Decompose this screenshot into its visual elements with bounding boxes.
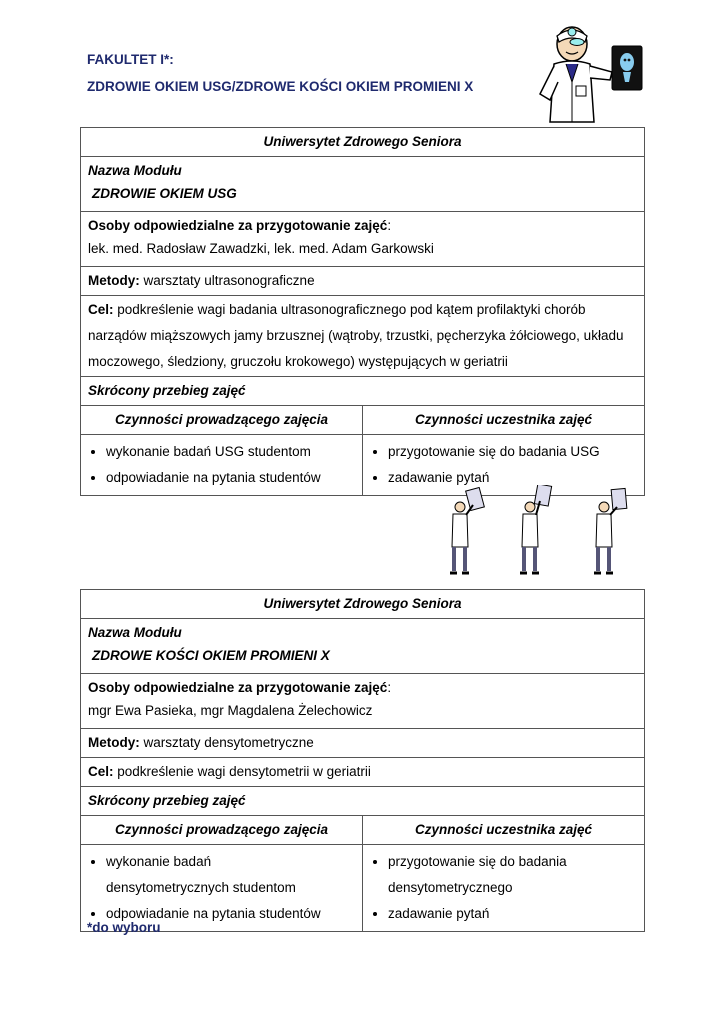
methods-value: warsztaty ultrasonograficzne bbox=[139, 273, 315, 288]
module-name-label: Nazwa Modułu bbox=[88, 625, 182, 640]
module-name-cell bbox=[81, 157, 645, 212]
goal-label: Cel: bbox=[88, 764, 114, 779]
list-item: • zadawanie pytań bbox=[388, 465, 637, 491]
goal-value: podkreślenie wagi badania ultrasonograficznego pod kątem profilaktyki chorób narządów miąższowych jamy brzusznej (wątroby, trzustki, pęcherzyka żółciowego, układu moczowego, śledziony, gruczołu krokowego) występujących w geriatrii bbox=[88, 302, 624, 369]
methods-cell bbox=[81, 267, 645, 296]
list-item: • odpowiadanie na pytania studentów bbox=[106, 465, 355, 491]
module-name-label: Nazwa Modułu bbox=[88, 163, 182, 178]
responsible-label: Osoby odpowiedzialne za przygotowanie zajęć bbox=[88, 680, 388, 695]
list-item: • wykonanie badań densytometrycznych studentom bbox=[106, 849, 355, 901]
module-table-usg bbox=[80, 127, 645, 496]
responsible-suffix: : bbox=[387, 218, 392, 233]
responsible-value: lek. med. Radosław Zawadzki, lek. med. Adam Garkowski bbox=[88, 241, 434, 256]
col-right-header: Czynności uczestnika zajęć bbox=[363, 816, 645, 845]
module-name-cell bbox=[81, 619, 645, 674]
module-name-value: ZDROWIE OKIEM USG bbox=[92, 186, 237, 201]
university-title: Uniwersytet Zdrowego Seniora bbox=[81, 590, 645, 619]
methods-value: warsztaty densytometryczne bbox=[139, 735, 314, 750]
list-item: • przygotowanie się do badania densytometrycznego bbox=[388, 849, 637, 901]
methods-label: Metody: bbox=[88, 273, 140, 288]
list-item: • zadawanie pytań bbox=[388, 901, 637, 927]
right-activities bbox=[363, 845, 645, 932]
list-item: • odpowiadanie na pytania studentów bbox=[106, 901, 355, 927]
col-left-header: Czynności prowadzącego zajęcia bbox=[81, 406, 363, 435]
goal-label: Cel: bbox=[88, 302, 114, 317]
responsible-label: Osoby odpowiedzialne za przygotowanie zajęć bbox=[88, 218, 388, 233]
doctor-xray-illustration bbox=[528, 22, 646, 130]
module-name-value: ZDROWE KOŚCI OKIEM PROMIENI X bbox=[92, 648, 330, 663]
methods-label: Metody: bbox=[88, 735, 140, 750]
col-right-header: Czynności uczestnika zajęć bbox=[363, 406, 645, 435]
responsible-suffix: : bbox=[387, 680, 392, 695]
summary-label: Skrócony przebieg zajęć bbox=[81, 377, 645, 406]
university-title: Uniwersytet Zdrowego Seniora bbox=[81, 128, 645, 157]
responsible-value: mgr Ewa Pasieka, mgr Magdalena Żelechowicz bbox=[88, 703, 373, 718]
goal-value: podkreślenie wagi densytometrii w geriatrii bbox=[113, 764, 371, 779]
responsible-cell bbox=[81, 212, 645, 267]
module-table-xray bbox=[80, 589, 645, 932]
goal-cell bbox=[81, 296, 645, 377]
col-left-header: Czynności prowadzącego zajęcia bbox=[81, 816, 363, 845]
summary-label: Skrócony przebieg zajęć bbox=[81, 787, 645, 816]
list-item: • przygotowanie się do badania USG bbox=[388, 439, 637, 465]
methods-cell bbox=[81, 729, 645, 758]
responsible-cell bbox=[81, 674, 645, 729]
faculty-subtitle: ZDROWIE OKIEM USG/ZDROWE KOŚCI OKIEM PROMIENI X bbox=[87, 79, 474, 94]
doctors-xray-row-illustration bbox=[440, 485, 640, 577]
left-activities bbox=[81, 435, 363, 496]
goal-cell bbox=[81, 758, 645, 787]
faculty-title: FAKULTET I*: bbox=[87, 52, 174, 67]
left-activities bbox=[81, 845, 363, 932]
list-item: • wykonanie badań USG studentom bbox=[106, 439, 355, 465]
footnote: *do wyboru bbox=[87, 920, 161, 935]
